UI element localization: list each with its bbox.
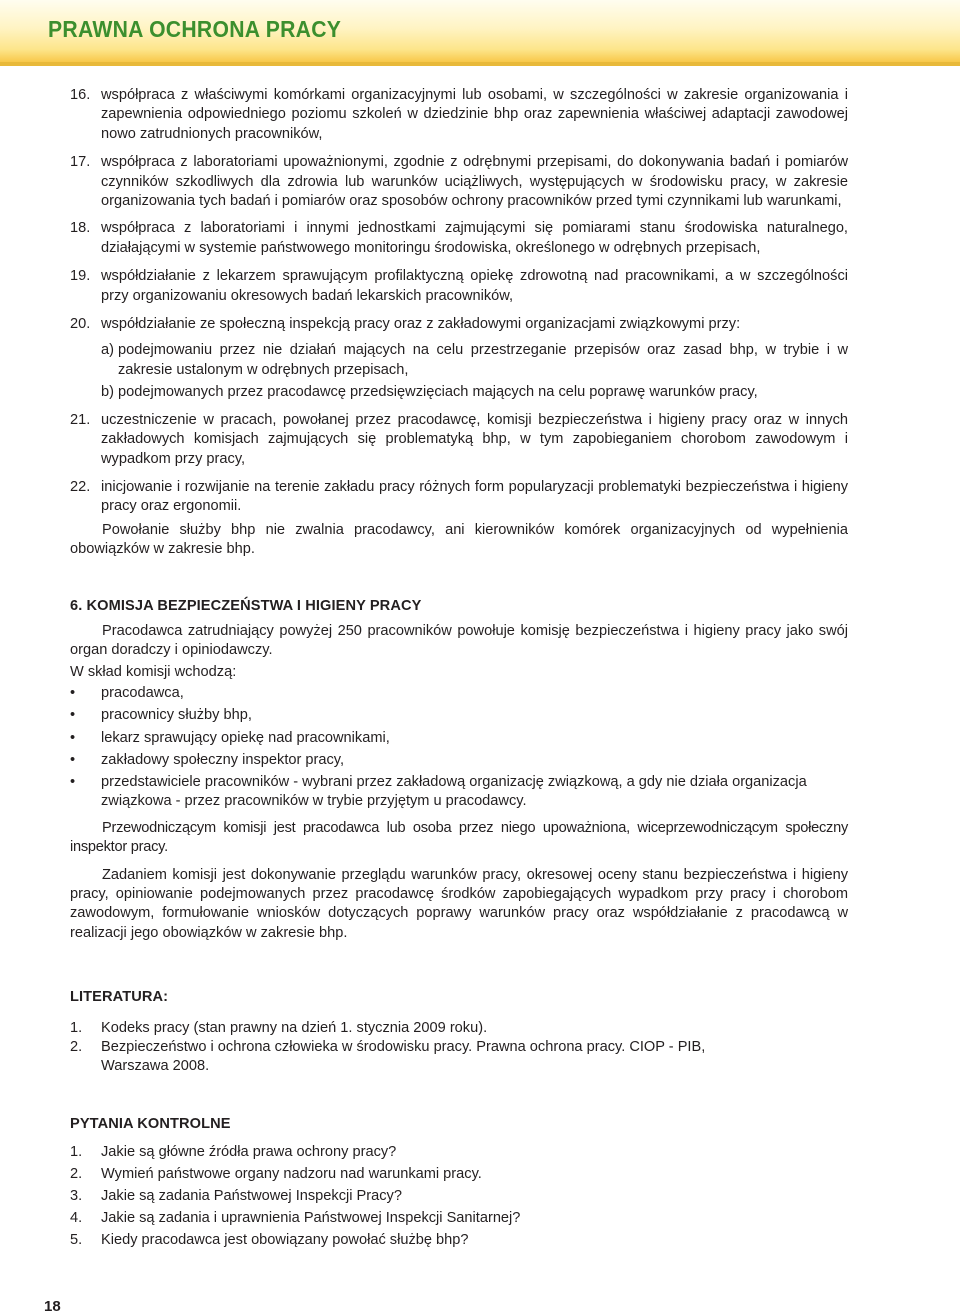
bullet-item [70,706,848,725]
list-number: 21. [70,411,91,428]
closing-paragraph: Powołanie służby bhp nie zwalnia pracodawcy, ani kierowników komórek organizacyjnych od wypełnienia obowiązków w zakresie bhp. [70,521,848,558]
bullet-list [70,684,848,812]
list-text: Jakie są zadania Państwowej Inspekcji Pracy? [101,1188,402,1205]
list-number: 19. [70,268,91,285]
bullet-text: pracownicy służby bhp, [101,707,252,724]
section-heading: LITERATURA: [70,989,169,1006]
paragraph: Przewodniczącym komisji jest pracodawca lub osoba przez niego upoważniona, wiceprzewodniczącym społeczny inspektor pracy. [70,819,848,856]
list-item [70,86,848,144]
bullet-item [70,773,848,812]
paragraph: W skład komisji wchodzą: [70,663,237,680]
list-text: współdziałanie ze społeczną inspekcją pracy oraz z zakładowymi organizacjami związkowymi przy: [101,316,741,333]
section-heading: 6. KOMISJA BEZPIECZEŃSTWA I HIGIENY PRACY [70,597,422,614]
list-number: 17. [70,154,91,171]
list-number: 18. [70,220,91,237]
header-stripe [0,62,960,66]
question-item [70,1187,848,1206]
list-text: współpraca z laboratoriami i innymi jednostkami zajmującymi się pomiarami stanu środowiska naturalnego, działającymi w systemie państwowego monitoringu środowiska, określonego w odrębnych przepisach, [101,220,848,256]
list-item [70,478,848,517]
list-number: 3. [70,1188,83,1205]
sublist-letter: a) [101,342,114,359]
list-text: inicjowanie i rozwijanie na terenie zakładu pracy różnych form popularyzacji problematyki bezpieczeństwa i higieny pracy oraz ergonomii. [101,478,848,515]
list-text: Bezpieczeństwo i ochrona człowieka w środowisku pracy. Prawna ochrona pracy. CIOP - PIB, Warszawa 2008. [101,1039,706,1075]
sublist-text: podejmowaniu przez nie działań mających na celu przestrzeganie przepisów oraz zasad bhp, w trybie i w zakresie ustalonym w odrębnych przepisach, [118,342,848,378]
list-number: 1. [70,1144,83,1161]
list-text: współdziałanie z lekarzem sprawującym profilaktyczną opiekę zdrowotną nad pracownikami, a w szczególności przy organizowaniu okresowych badań lekarskich pracowników, [101,268,848,304]
section-heading: PYTANIA KONTROLNE [70,1115,231,1132]
list-item [70,411,848,469]
list-number: 5. [70,1232,83,1249]
list-number: 22. [70,478,91,495]
list-number: 4. [70,1210,83,1227]
bullet-text: pracodawca, [101,685,184,702]
bullet-text: przedstawiciele pracowników - wybrani przez zakładową organizację związkową, a gdy nie działa organizacja związkowa - przez pracowników w trybie przyjętym u pracodawcy. [101,773,807,810]
list-item [70,219,848,258]
literature-item [70,1038,848,1077]
list-item [70,153,848,211]
list-text: uczestniczenie w pracach, powołanej przez pracodawcę, komisji bezpieczeństwa i higieny pracy oraz w innych zakładowych komisjach zajmujących się problematyką bhp, w tym zapobieganiem chorobom zawodowym i wypadkom przy pracy, [101,411,848,467]
running-header-title: PRAWNA OCHRONA PRACY [48,16,342,42]
bullet-icon: • [70,773,76,790]
questions-list [70,1143,848,1250]
list-number: 1. [70,1019,83,1036]
question-item [70,1165,848,1184]
paragraph: Pracodawca zatrudniający powyżej 250 pracowników powołuje komisję bezpieczeństwa i higieny pracy jako swój organ doradczy i opiniodawczy. [70,622,848,659]
list-number: 20. [70,316,91,333]
page-number: 18 [44,1298,61,1315]
bullet-text: zakładowy społeczny inspektor pracy, [101,751,345,768]
sublist-text: podejmowanych przez pracodawcę przedsięwzięciach mających na celu poprawę warunków pracy, [118,384,758,401]
bullet-item [70,684,848,703]
sublist-letter: b) [101,384,114,401]
list-text: Jakie są główne źródła prawa ochrony pracy? [101,1144,397,1161]
list-item [70,315,848,334]
list-item [70,267,848,306]
list-number: 2. [70,1166,83,1183]
question-item [70,1143,848,1162]
sublist [101,341,848,402]
bullet-icon: • [70,729,76,746]
bullet-icon: • [70,685,76,702]
literature-list [70,1019,848,1077]
list-text: współpraca z właściwymi komórkami organizacyjnymi lub osobami, w szczególności w zakresie organizowania i zapewnienia odpowiedniego poziomu szkoleń w dziedzinie bhp oraz zapewnienia właściwej adaptacji zawodowej nowo zatrudnionych pracowników, [101,87,848,142]
list-number: 16. [70,87,91,103]
bullet-icon: • [70,707,76,724]
bullet-item [70,751,848,770]
page-content [70,86,848,1253]
paragraph: Zadaniem komisji jest dokonywanie przeglądu warunków pracy, okresowej oceny stanu bezpieczeństwa i higieny pracy, opiniowanie podejmowanych przez pracodawcę środków zapobiegających wypadkom przy pracy i chorobom zawodowym, formułowanie wniosków dotyczących poprawy warunków pracy oraz współdziałanie z pracodawcą w realizacji jego obowiązków w zakresie bhp. [70,866,848,941]
sublist-item [101,383,848,402]
list-number: 2. [70,1039,83,1056]
list-text: Kodeks pracy (stan prawny na dzień 1. stycznia 2009 roku). [101,1019,488,1036]
list-text: Jakie są zadania i uprawnienia Państwowej Inspekcji Sanitarnej? [101,1210,521,1227]
list-text: Kiedy pracodawca jest obowiązany powołać służbę bhp? [101,1232,469,1249]
question-item [70,1209,848,1228]
bullet-item [70,729,848,748]
sublist-item [101,341,848,380]
bullet-icon: • [70,751,76,768]
bullet-text: lekarz sprawujący opiekę nad pracownikami, [101,729,390,746]
list-text: współpraca z laboratoriami upoważnionymi, zgodnie z odrębnymi przepisami, do dokonywania badań i pomiarów czynników szkodliwych dla zdrowia lub warunków uciążliwych, występujących w środowisku pracy, w zakresie organizowania tych badań i pomiarów oraz sposobów ochrony pracowników przed tymi czynnikami lub warunkami, [101,154,848,210]
list-text: Wymień państwowe organy nadzoru nad warunkami pracy. [101,1166,482,1183]
literature-item [70,1019,848,1038]
question-item [70,1231,848,1250]
